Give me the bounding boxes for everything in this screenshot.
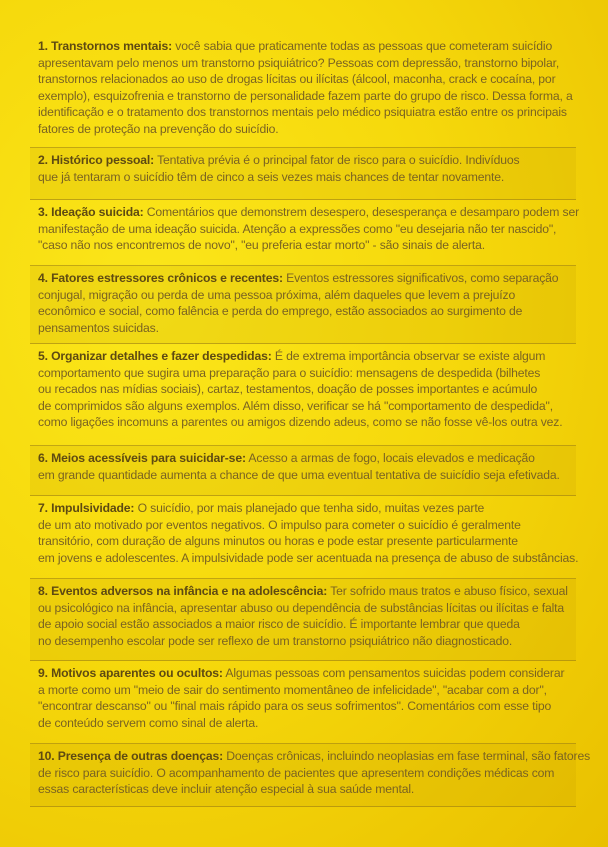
paragraph-line: comportamento que sugira uma preparação para o suicídio: mensagens de despedida (bilhetes <box>38 365 541 380</box>
paragraph-line <box>38 583 568 600</box>
section-text: Comentários que demonstrem desespero, desesperança e desamparo podem ser <box>143 205 580 219</box>
section-title: 4. Fatores estressores crônicos e recentes: <box>38 271 283 285</box>
section-text: você sabia que praticamente todas as pessoas que cometeram suicídio <box>172 39 553 53</box>
section-title: 1. Transtornos mentais: <box>38 39 173 53</box>
paragraph-line: fatores de proteção na prevenção do suicídio. <box>38 121 279 136</box>
paragraph-line: exemplo), esquizofrenia e transtorno de personalidade fazem parte do grupo de risco. Dessa forma, a <box>38 88 573 103</box>
risk-factor-section <box>30 661 576 744</box>
paragraph-line: de comprimidos são alguns exemplos. Além disso, verificar se há "comportamento de despedida", <box>38 398 553 413</box>
paragraph-line: ou psicológico na infância, apresentar abuso ou dependência de substâncias lícitas ou ilícitas e falta <box>38 600 565 615</box>
section-text: Doenças crônicas, incluindo neoplasias em fase terminal, são fatores <box>223 749 591 763</box>
paragraph-line: "encontrar descanso" ou "final mais rápido para os seus sofrimentos". Comentários com esse tipo <box>38 699 552 714</box>
paragraph-line: de conteúdo servem como sinal de alerta. <box>38 715 259 730</box>
section-title: 3. Ideação suicida: <box>38 205 144 219</box>
paragraph-line: que já tentaram o suicídio têm de cinco a seis vezes mais chances de tentar novamente. <box>38 169 505 184</box>
paragraph-line <box>38 270 568 287</box>
paragraph-line: ou recados nas mídias sociais), cartaz, testamentos, doação de posses importantes e acúmulo <box>38 382 538 397</box>
paragraph-line: apresentavam pelo menos um transtorno psiquiátrico? Pessoas com depressão, transtorno bipolar, <box>38 55 560 70</box>
paragraph-line: de um ato motivado por eventos negativos. O impulso para cometer o suicídio é geralmente <box>38 517 521 532</box>
paragraph-line <box>38 152 568 169</box>
risk-factor-section <box>30 446 576 496</box>
paragraph-line: "caso não nos encontremos de novo", "eu preferia estar morto" - são sinais de alerta. <box>38 238 485 253</box>
risk-factor-section <box>30 38 576 148</box>
risk-factor-section <box>30 200 580 266</box>
paragraph-line <box>38 348 568 365</box>
section-text: Eventos estressores significativos, como separação <box>282 271 559 285</box>
paragraph-line: a morte como um "meio de sair do sentimento momentâneo de infelicidade", "acabar com a dor", <box>38 682 547 697</box>
risk-factor-list <box>30 38 591 807</box>
paragraph-line <box>38 38 568 55</box>
section-text: O suicídio, por mais planejado que tenha sido, muitas vezes parte <box>134 501 485 515</box>
risk-factor-section <box>30 496 579 579</box>
paragraph-line: em jovens e adolescentes. A impulsividade pode ser acentuada na presença de abuso de substâncias. <box>38 550 579 565</box>
paragraph-line <box>38 204 580 221</box>
section-title: 5. Organizar detalhes e fazer despedidas: <box>38 349 272 363</box>
paragraph-line: essas características deve incluir atenção especial à sua saúde mental. <box>38 782 415 797</box>
section-text: Algumas pessoas com pensamentos suicidas podem considerar <box>222 666 565 680</box>
risk-factor-section <box>30 744 591 807</box>
paragraph-line: de risco para suicídio. O acompanhamento de pacientes que apresentem condições médicas com <box>38 765 555 780</box>
paragraph-line: identificação e o tratamento dos transtornos mentais pelo médico psiquiatra estão entre os principais <box>38 105 567 120</box>
risk-factor-section <box>30 266 576 344</box>
paragraph-line <box>38 500 568 517</box>
section-text: Tentativa prévia é o principal fator de risco para o suicídio. Indivíduos <box>154 153 520 167</box>
risk-factor-section <box>30 579 576 661</box>
paragraph-line: no desempenho escolar pode ser reflexo de um transtorno psiquiátrico não diagnosticado. <box>38 633 513 648</box>
paragraph-line: conjugal, migração ou perda de uma pessoa próxima, além daqueles que levem a prejuízo <box>38 287 516 302</box>
paragraph-line: econômico e social, como falência e perda do emprego, estão associados ao surgimento de <box>38 304 523 319</box>
paragraph-line <box>38 450 568 467</box>
paragraph-line: em grande quantidade aumenta a chance de que uma eventual tentativa de suicídio seja efetivada. <box>38 467 560 482</box>
paragraph-line: transtornos relacionados ao uso de drogas lícitas ou ilícitas (álcool, maconha, crack e cocaína, por <box>38 72 556 87</box>
paragraph-line: como ligações incomuns a parentes ou amigos dizendo adeus, como se não fosse vê-los outra vez. <box>38 415 563 430</box>
paragraph-line: transitório, com duração de alguns minutos ou horas e pode estar presente particularmente <box>38 534 518 549</box>
section-title: 2. Histórico pessoal: <box>38 153 155 167</box>
paragraph-line <box>38 665 568 682</box>
section-text: Acesso a armas de fogo, locais elevados e medicação <box>245 451 535 465</box>
section-title: 8. Eventos adversos na infância e na adolescência: <box>38 584 328 598</box>
paragraph-line <box>38 748 591 765</box>
risk-factor-section <box>30 148 576 200</box>
section-title: 6. Meios acessíveis para suicidar-se: <box>38 451 246 465</box>
paragraph-line: de apoio social estão associados a maior risco de suicídio. É importante lembrar que queda <box>38 617 520 632</box>
paragraph-line: manifestação de uma ideação suicida. Atenção a expressões como "eu desejaria não ter nascido", <box>38 221 557 236</box>
section-text: É de extrema importância observar se existe algum <box>271 349 546 363</box>
section-title: 7. Impulsividade: <box>38 501 135 515</box>
section-text: Ter sofrido maus tratos e abuso físico, sexual <box>327 584 568 598</box>
section-title: 9. Motivos aparentes ou ocultos: <box>38 666 223 680</box>
section-title: 10. Presença de outras doenças: <box>38 749 224 763</box>
paragraph-line: pensamentos suicidas. <box>38 320 159 335</box>
risk-factor-section <box>30 344 576 446</box>
